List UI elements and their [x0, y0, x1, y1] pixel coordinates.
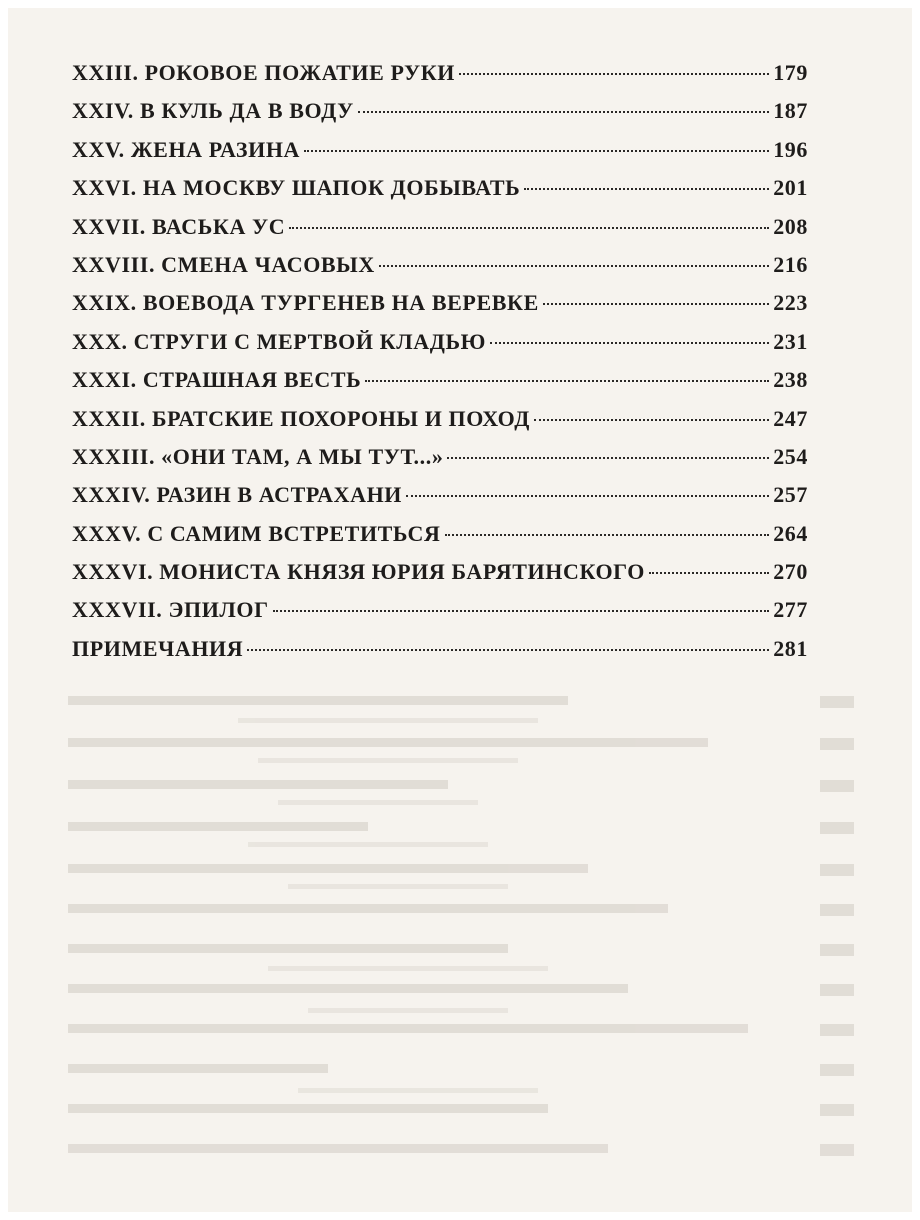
toc-entry-title: XXX. СТРУГИ С МЕРТВОЙ КЛАДЬЮ: [72, 328, 486, 354]
toc-entry-title: XXXI. СТРАШНАЯ ВЕСТЬ: [72, 367, 362, 393]
toc-entry[interactable]: [72, 98, 808, 136]
toc-entry[interactable]: [72, 252, 808, 290]
toc-entry-title: XXXV. С САМИМ ВСТРЕТИТЬСЯ: [72, 520, 441, 546]
toc-entry[interactable]: [72, 597, 808, 635]
toc-entry[interactable]: [72, 175, 808, 213]
dot-leader: [445, 534, 770, 536]
toc-entry-page: 270: [773, 559, 808, 585]
toc-entry-page: 254: [773, 443, 808, 469]
toc-entry-title: XXXVI. МОНИСТА КНЯЗЯ ЮРИЯ БАРЯТИНСКОГО: [72, 559, 645, 585]
toc-entry-page: 264: [773, 520, 808, 546]
toc-entry-page: 281: [773, 635, 808, 661]
toc-entry[interactable]: [72, 329, 808, 367]
toc-entry-title: ПРИМЕЧАНИЯ: [72, 635, 244, 661]
dot-leader: [459, 73, 769, 75]
toc-entry-page: 238: [773, 367, 808, 393]
toc-entry-page: 179: [773, 60, 808, 85]
dot-leader: [358, 111, 769, 113]
dot-leader: [379, 265, 769, 267]
toc-entry-title: XXXIII. «ОНИ ТАМ, А МЫ ТУТ...»: [72, 443, 444, 469]
toc-entry-page: 231: [773, 328, 808, 354]
book-page: [8, 8, 912, 1212]
toc-entry-title: XXIII. РОКОВОЕ ПОЖАТИЕ РУКИ: [72, 60, 456, 85]
toc-entry[interactable]: [72, 137, 808, 175]
toc-entry-page: 196: [773, 136, 808, 162]
dot-leader: [365, 380, 769, 382]
toc-entry[interactable]: [72, 367, 808, 405]
toc-entry-title: XXXIV. РАЗИН В АСТРАХАНИ: [72, 482, 403, 508]
toc-entry-title: XXIX. ВОЕВОДА ТУРГЕНЕВ НА ВЕРЕВКЕ: [72, 290, 539, 316]
dot-leader: [524, 188, 769, 190]
toc-entry[interactable]: [72, 636, 808, 674]
toc-entry[interactable]: [72, 406, 808, 444]
toc-entry[interactable]: [72, 559, 808, 597]
dot-leader: [304, 150, 769, 152]
dot-leader: [534, 419, 769, 421]
dot-leader: [490, 342, 769, 344]
toc-entry[interactable]: [72, 60, 808, 98]
dot-leader: [447, 457, 769, 459]
toc-entry[interactable]: [72, 214, 808, 252]
toc-entry-page: 223: [773, 290, 808, 316]
toc-entry-title: XXVII. ВАСЬКА УС: [72, 213, 286, 239]
toc-entry-page: 208: [773, 213, 808, 239]
dot-leader: [543, 303, 769, 305]
toc-entry-page: 187: [773, 98, 808, 124]
toc-entry-title: XXXII. БРАТСКИЕ ПОХОРОНЫ И ПОХОД: [72, 405, 530, 431]
toc-entry-page: 216: [773, 251, 808, 277]
toc-entry[interactable]: [72, 521, 808, 559]
toc-entry-page: 201: [773, 175, 808, 201]
toc-entry-page: 257: [773, 482, 808, 508]
toc-entry[interactable]: [72, 482, 808, 520]
toc-entry-title: XXV. ЖЕНА РАЗИНА: [72, 136, 301, 162]
toc-entry[interactable]: [72, 444, 808, 482]
toc-entry-page: 277: [773, 597, 808, 623]
toc-entry-title: XXVI. НА МОСКВУ ШАПОК ДОБЫВАТЬ: [72, 175, 521, 201]
dot-leader: [406, 495, 769, 497]
toc-entry-page: 247: [773, 405, 808, 431]
dot-leader: [289, 227, 769, 229]
toc-entry-title: XXIV. В КУЛЬ ДА В ВОДУ: [72, 98, 354, 124]
toc-entry[interactable]: [72, 290, 808, 328]
toc-entry-title: XXXVII. ЭПИЛОГ: [72, 597, 269, 623]
dot-leader: [649, 572, 769, 574]
toc-entry-title: XXVIII. СМЕНА ЧАСОВЫХ: [72, 251, 375, 277]
dot-leader: [273, 610, 769, 612]
table-of-contents: [72, 60, 808, 674]
dot-leader: [247, 649, 769, 651]
